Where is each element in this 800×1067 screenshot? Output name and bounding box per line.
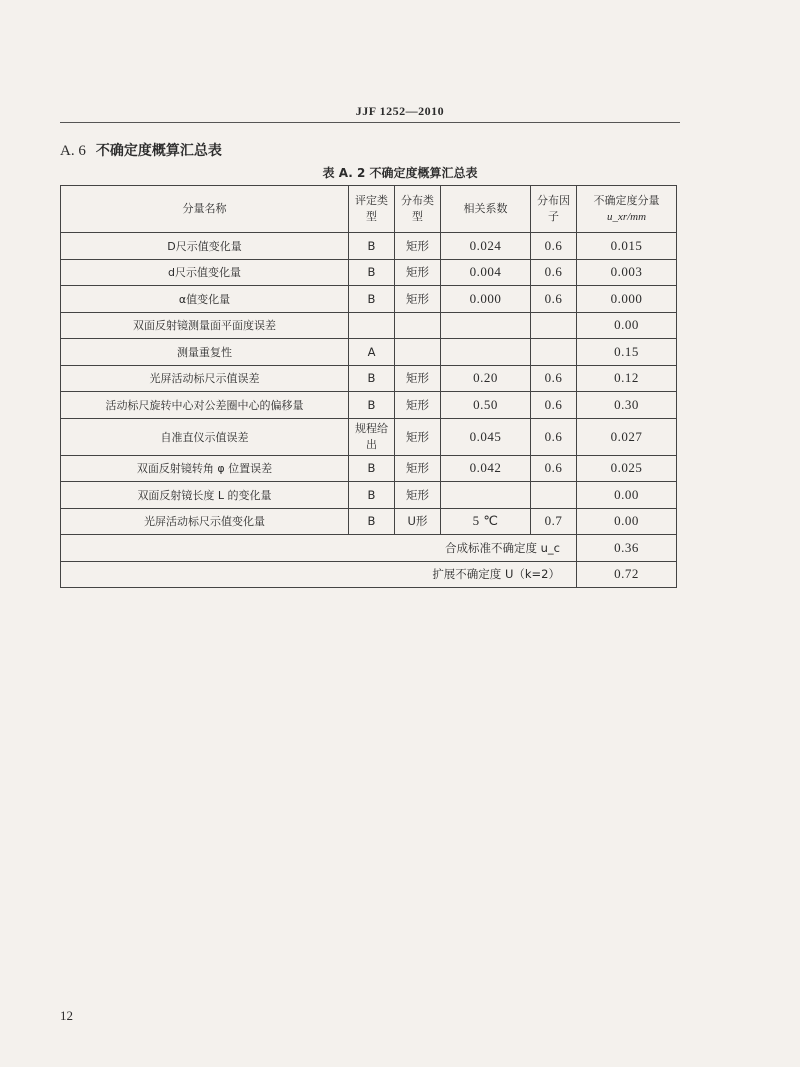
component-name: 测量重复性 (61, 339, 349, 366)
col-header-eval-type: 评定类型 (349, 186, 395, 233)
eval-type: B (349, 482, 395, 509)
eval-type: B (349, 455, 395, 482)
dist-type: 矩形 (395, 392, 441, 419)
coefficient: 0.50 (441, 392, 531, 419)
expanded-value: 0.72 (577, 561, 677, 588)
dist-factor: 0.6 (531, 233, 577, 260)
dist-type (395, 339, 441, 366)
component-value: 0.12 (577, 365, 677, 392)
table-row (61, 259, 677, 286)
col-header-coefficient: 相关系数 (441, 186, 531, 233)
component-name: 光屏活动标尺示值误差 (61, 365, 349, 392)
dist-factor: 0.7 (531, 508, 577, 535)
coefficient: 0.20 (441, 365, 531, 392)
page-number: 12 (60, 1008, 73, 1023)
table-caption: 表 A. 2 不确定度概算汇总表 (322, 166, 478, 180)
section-number: A. 6 (60, 143, 86, 159)
eval-type: B (349, 392, 395, 419)
table-header-row (61, 186, 677, 233)
table-row (61, 418, 677, 455)
coefficient: 0.045 (441, 418, 531, 455)
dist-type (395, 312, 441, 339)
section-heading (60, 140, 222, 160)
component-value: 0.30 (577, 392, 677, 419)
dist-type: U形 (395, 508, 441, 535)
dist-factor: 0.6 (531, 418, 577, 455)
component-value: 0.00 (577, 482, 677, 509)
component-name: α值变化量 (61, 286, 349, 313)
component-name: d尺示值变化量 (61, 259, 349, 286)
dist-type: 矩形 (395, 482, 441, 509)
dist-type: 矩形 (395, 365, 441, 392)
bleed-through-background (60, 612, 680, 972)
running-header: JJF 1252—2010 (355, 104, 445, 118)
combined-row (61, 535, 677, 562)
component-value: 0.015 (577, 233, 677, 260)
eval-type: B (349, 233, 395, 260)
table-row (61, 455, 677, 482)
table-row (61, 482, 677, 509)
section-title: 不确定度概算汇总表 (95, 143, 222, 159)
eval-type: 规程给出 (349, 418, 395, 455)
combined-value: 0.36 (577, 535, 677, 562)
component-name: D尺示值变化量 (61, 233, 349, 260)
coefficient: 0.042 (441, 455, 531, 482)
coefficient: 0.004 (441, 259, 531, 286)
eval-type: B (349, 508, 395, 535)
col-header-name: 分量名称 (61, 186, 349, 233)
eval-type: B (349, 365, 395, 392)
table-row (61, 339, 677, 366)
component-name: 双面反射镜长度 L 的变化量 (61, 482, 349, 509)
component-value: 0.00 (577, 312, 677, 339)
expanded-row (61, 561, 677, 588)
col-header-component-unit: u_xr/mm (606, 211, 647, 223)
coefficient (441, 339, 531, 366)
col-header-component-label: 不确定度分量 (593, 194, 660, 207)
uncertainty-table (60, 185, 677, 588)
component-value: 0.025 (577, 455, 677, 482)
table-row (61, 392, 677, 419)
dist-factor (531, 312, 577, 339)
dist-factor: 0.6 (531, 392, 577, 419)
dist-type: 矩形 (395, 233, 441, 260)
component-name: 双面反射镜测量面平面度误差 (61, 312, 349, 339)
coefficient: 0.000 (441, 286, 531, 313)
expanded-label: 扩展不确定度 U（k=2） (61, 561, 577, 588)
coefficient (441, 312, 531, 339)
dist-type: 矩形 (395, 418, 441, 455)
component-name: 活动标尺旋转中心对公差圈中心的偏移量 (61, 392, 349, 419)
component-value: 0.027 (577, 418, 677, 455)
col-header-component (577, 186, 677, 233)
component-value: 0.15 (577, 339, 677, 366)
table-row (61, 312, 677, 339)
coefficient: 0.024 (441, 233, 531, 260)
col-header-dist-factor: 分布因子 (531, 186, 577, 233)
table-row (61, 233, 677, 260)
dist-factor (531, 482, 577, 509)
dist-type: 矩形 (395, 259, 441, 286)
eval-type: A (349, 339, 395, 366)
table-row (61, 286, 677, 313)
dist-factor (531, 339, 577, 366)
eval-type (349, 312, 395, 339)
dist-factor: 0.6 (531, 365, 577, 392)
eval-type: B (349, 286, 395, 313)
table-row (61, 508, 677, 535)
combined-label: 合成标准不确定度 u_c (61, 535, 577, 562)
component-value: 0.003 (577, 259, 677, 286)
dist-type: 矩形 (395, 286, 441, 313)
dist-factor: 0.6 (531, 455, 577, 482)
coefficient: 5 ℃ (441, 508, 531, 535)
dist-factor: 0.6 (531, 259, 577, 286)
dist-factor: 0.6 (531, 286, 577, 313)
coefficient (441, 482, 531, 509)
component-name: 双面反射镜转角 φ 位置误差 (61, 455, 349, 482)
component-name: 自准直仪示值误差 (61, 418, 349, 455)
dist-type: 矩形 (395, 455, 441, 482)
component-value: 0.000 (577, 286, 677, 313)
component-value: 0.00 (577, 508, 677, 535)
component-name: 光屏活动标尺示值变化量 (61, 508, 349, 535)
header-rule (60, 122, 680, 123)
col-header-dist-type: 分布类型 (395, 186, 441, 233)
eval-type: B (349, 259, 395, 286)
table-row (61, 365, 677, 392)
